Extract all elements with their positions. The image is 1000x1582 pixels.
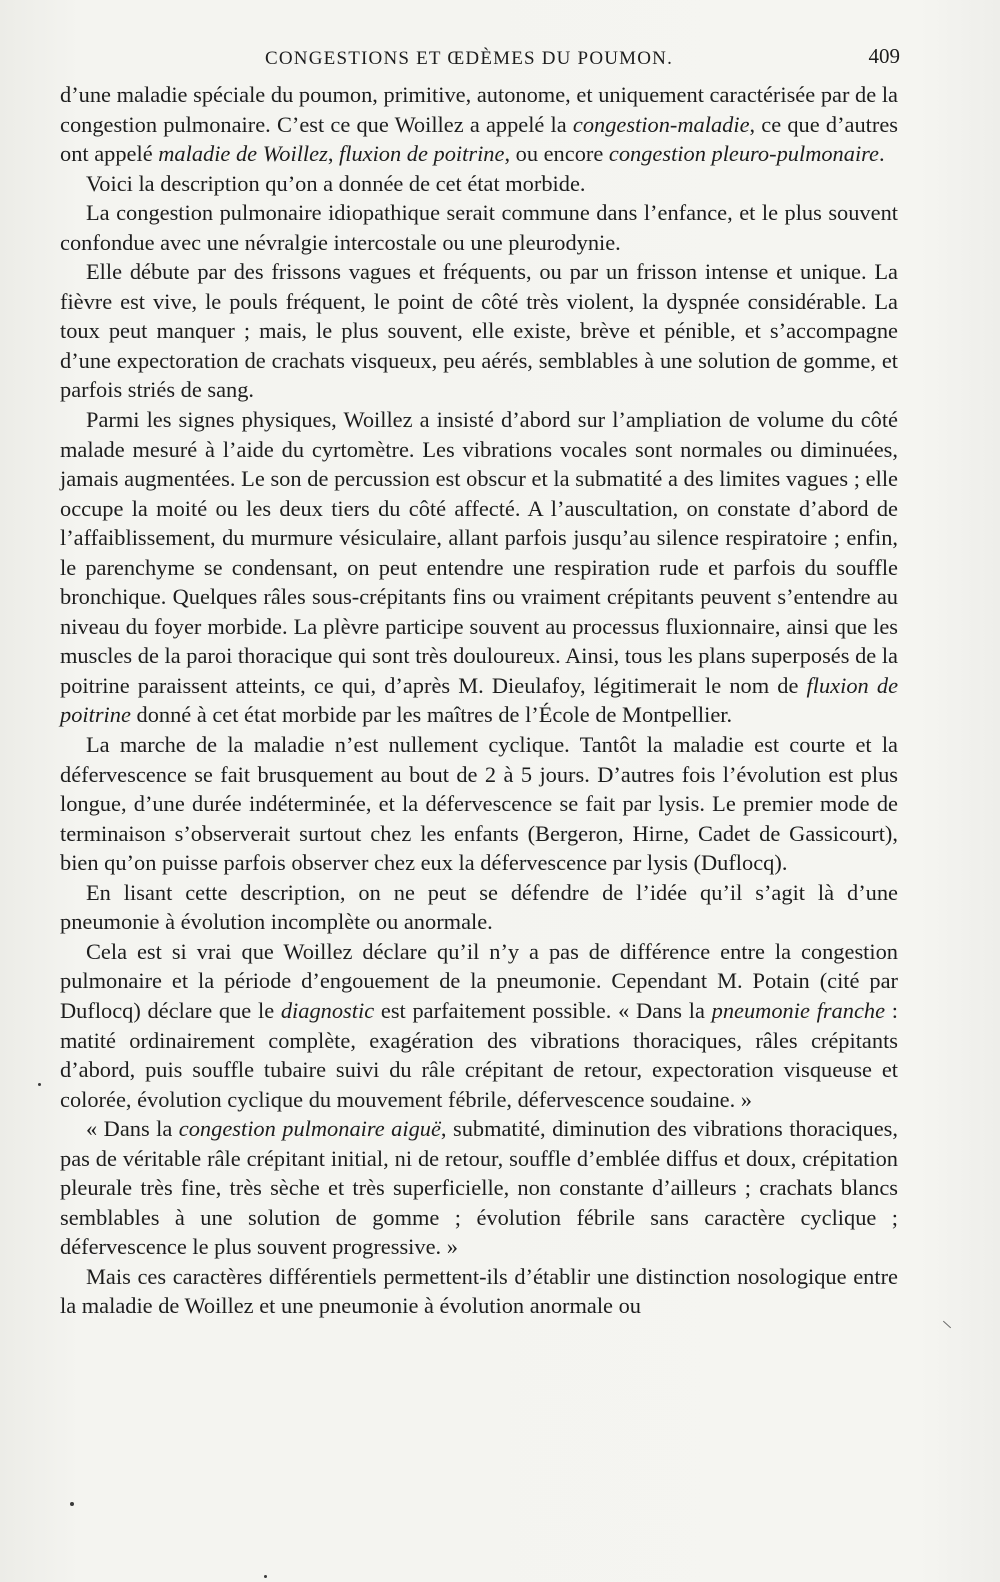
paragraph-3: La congestion pulmonaire idiopathique serait commune dans l’enfance, et le plus souvent confondue avec une névralgie intercostale ou une pleurodynie. <box>60 200 898 255</box>
margin-speck <box>264 1575 267 1578</box>
body-text <box>60 80 898 1321</box>
paragraph-2: Voici la description qu’on a donnée de cet état morbide. <box>86 170 586 196</box>
paragraph-7: En lisant cette description, on ne peut se défendre de l’idée qu’il s’agit là d’une pneumonie à évolution incomplète ou anormale. <box>60 879 898 935</box>
paragraph-5: Parmi les signes physiques, Woillez a insisté d’abord sur l’ampliation de volume du côté malade mesuré à l’aide du cyrtomètre. Les vibrations vocales sont normales ou diminuées, jamais augmentées. Le son de percussion est obscur et la submatité a des limites vagues ; elle occupe la moité ou les deux tiers du côté affecté. A l’auscultation, on constate d’abord de l’affaiblissement, du murmure vésiculaire, allant parfois jusqu’au silence respiratoire ; enfin, le parenchyme se condensant, on peut entendre une respiration rude et parfois du souffle bronchique. Quelques râles sous-crépitants fins ou vraiment crépitants peuvent s’entendre au niveau du foyer morbide. La plèvre participe souvent au processus fluxionnaire, ainsi que les muscles de la paroi thoracique qui sont très douloureux. Ainsi, tous les plans superposés de la poitrine paraissent atteints, ce qui, d’après M. Dieulafoy, légitimerait le nom de fluxion de poitrine donné à cet état morbide par les maîtres de l’École de Montpellier. <box>60 407 899 728</box>
paragraph-10: Mais ces caractères différentiels permettent-ils d’établir une distinction nosologique entre la maladie de Woillez et une pneumonie à évolution anormale ou <box>60 1263 898 1319</box>
running-title: CONGESTIONS ET ŒDÈMES DU POUMON. <box>265 48 674 69</box>
paragraph-1: d’une maladie spéciale du poumon, primitive, autonome, et uniquement caractérisée par de la congestion pulmonaire. C’est ce que Woillez a appelé la congestion-maladie, ce que d’autres ont appelé maladie de Woillez, fluxion de poitrine, ou encore congestion pleuro-pulmonaire. <box>60 82 898 167</box>
margin-mark <box>943 1321 951 1328</box>
paragraph-9: « Dans la congestion pulmonaire aiguë, submatité, diminution des vibrations thoraciques, pas de véritable râle crépitant initial, ni de retour, souffle d’emblée diffus et doux, crépitation pleurale très fine, très sèche et très superficielle, non constante d’ailleurs ; crachats blancs semblables à une solution de gomme ; évolution fébrile sans caractère cyclique ; défervescence le plus souvent progressive. » <box>60 1116 898 1260</box>
paragraph-8: Cela est si vrai que Woillez déclare qu’il n’y a pas de différence entre la congestion pulmonaire et la période d’engouement de la pneumonie. Cependant M. Potain (cité par Duflocq) déclare que le diagnostic est parfaitement possible. « Dans la pneumonie franche : matité ordinairement complète, exagération des vibrations thoraciques, râles crépitants d’abord, puis souffle tubaire suivi du râle crépitant de retour, expectoration visqueuse et colorée, évolution cyclique du mouvement fébrile, défervescence soudaine. » <box>60 938 898 1112</box>
paragraph-4: Elle débute par des frissons vagues et fréquents, ou par un frisson intense et unique. La fièvre est vive, le pouls fréquent, le point de côté très violent, la dyspnée considérable. La toux peut manquer ; mais, le plus souvent, elle existe, brève et pénible, et s’accompagne d’une expectoration de crachats visqueux, peu aérés, semblables à une solution de gomme, et parfois striés de sang. <box>60 259 898 403</box>
margin-speck <box>38 1083 41 1086</box>
page-number: 409 <box>868 44 900 68</box>
running-head <box>60 44 900 74</box>
margin-speck <box>70 1502 74 1506</box>
paragraph-6: La marche de la maladie n’est nullement cyclique. Tantôt la maladie est courte et la défervescence se fait brusquement au bout de 2 à 5 jours. D’autres fois l’évolution est plus longue, d’une durée indéterminée, et la défervescence se fait par lysis. Le premier mode de terminaison s’observerait surtout chez les enfants (Bergeron, Hirne, Cadet de Gassicourt), bien qu’on puisse parfois observer chez eux la défervescence par lysis (Duflocq). <box>60 732 898 876</box>
